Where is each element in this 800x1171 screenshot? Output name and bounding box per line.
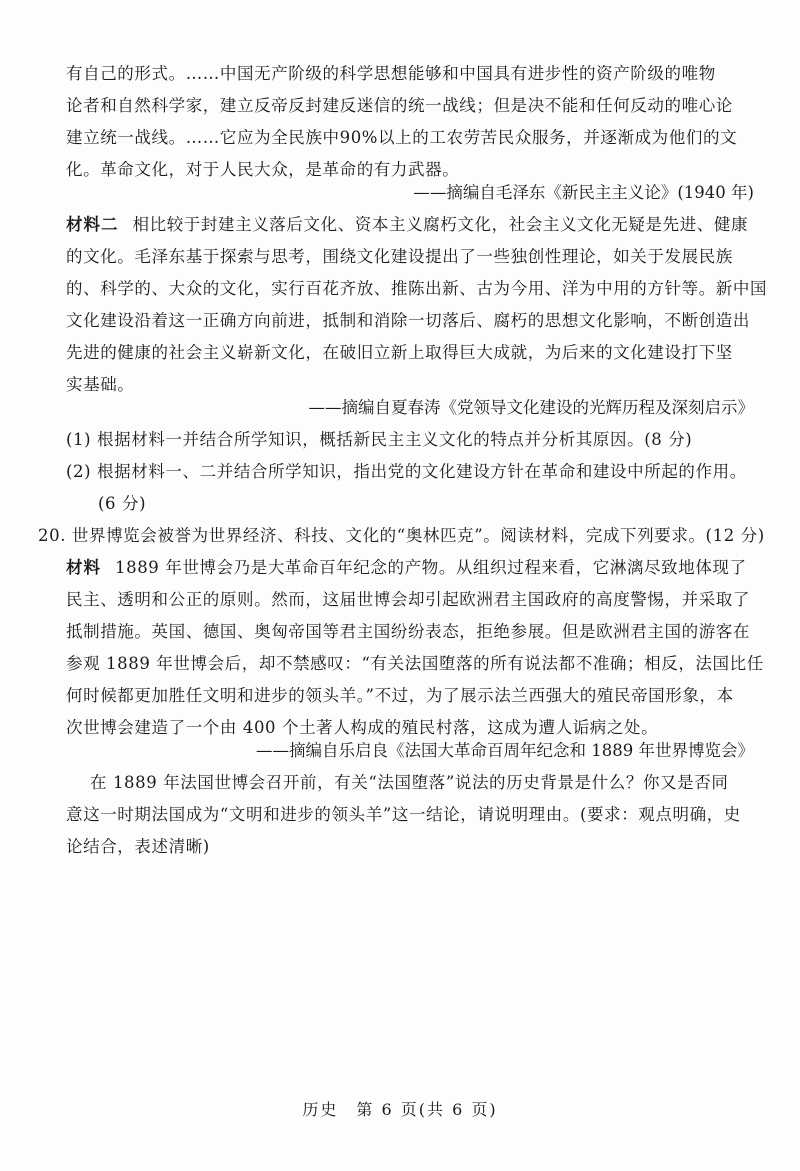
q20-task-line: 论结合，表述清晰) bbox=[66, 837, 210, 856]
q20-material-line: 1889 年世博会乃是大革命百年纪念的产物。从组织过程来看，它淋漓尽致地体现了 bbox=[115, 558, 747, 577]
q20-stem: 20. 世界博览会被誉为世界经济、科技、文化的“奥林匹克”。阅读材料，完成下列要求。(12 分) bbox=[38, 526, 765, 545]
page-footer: 历史 第 6 页(共 6 页) bbox=[302, 1100, 498, 1119]
material2-source: ——摘编自夏春涛《党领导文化建设的光辉历程及深刻启示》 bbox=[308, 398, 754, 417]
material2-line: 先进的健康的社会主义崭新文化，在破旧立新上取得巨大成就，为后来的文化建设打下坚 bbox=[66, 343, 733, 362]
material2-line: 的文化。毛泽东基于探索与思考，围绕文化建设提出了一些独创性理论，如关于发展民族 bbox=[66, 247, 733, 266]
material1-line: 有自己的形式。……中国无产阶级的科学思想能够和中国具有进步性的资产阶级的唯物 bbox=[66, 64, 716, 83]
material2-line: 的、科学的、大众的文化，实行百花齐放、推陈出新、古为今用、洋为中用的方针等。新中国 bbox=[66, 279, 768, 298]
q20-material-line: 参观 1889 年世博会后，却不禁感叹：“有关法国堕落的所有说法都不准确；相反，法国比任 bbox=[66, 654, 764, 673]
material1-source: ——摘编自毛泽东《新民主主义论》(1940 年) bbox=[413, 183, 754, 202]
q20-material-label: 材料 bbox=[66, 558, 101, 577]
q19-part2-points: (6 分) bbox=[98, 494, 147, 513]
q20-material-first-line bbox=[66, 558, 747, 578]
material1-line: 建立统一战线。……它应为全民族中90%以上的工农劳苦民众服务，并逐渐成为他们的文 bbox=[66, 128, 738, 147]
q20-material-line: 民主、透明和公正的原则。然而，这届世博会却引起欧洲君主国政府的高度警惕，并采取了 bbox=[66, 590, 750, 609]
q20-material-line: 何时候都更加胜任文明和进步的领头羊。”不过，为了展示法兰西强大的殖民帝国形象，本 bbox=[66, 686, 734, 705]
q20-task-line: 意这一时期法国成为“文明和进步的领头羊”这一结论，请说明理由。(要求：观点明确，史 bbox=[66, 805, 741, 824]
q19-part2: (2) 根据材料一、二并结合所学知识，指出党的文化建设方针在革命和建设中所起的作用。 bbox=[66, 462, 747, 481]
material2-first-line bbox=[66, 215, 748, 235]
q20-material-source: ——摘编自乐启良《法国大革命百周年纪念和 1889 年世界博览会》 bbox=[256, 741, 754, 760]
q20-material-line: 次世博会建造了一个由 400 个土著人构成的殖民村落，这成为遭人诟病之处。 bbox=[66, 718, 659, 737]
q20-material-line: 抵制措施。英国、德国、奥匈帝国等君主国纷纷表态，拒绝参展。但是欧洲君主国的游客在 bbox=[66, 622, 750, 641]
material2-line: 文化建设沿着这一正确方向前进，抵制和消除一切落后、腐朽的思想文化影响，不断创造出 bbox=[66, 311, 750, 330]
q20-task-line: 在 1889 年法国世博会召开前，有关“法国堕落”说法的历史背景是什么？你又是否同 bbox=[90, 773, 729, 792]
q19-part1: (1) 根据材料一并结合所学知识，概括新民主主义文化的特点并分析其原因。(8 分) bbox=[66, 430, 693, 449]
material2-line: 实基础。 bbox=[66, 375, 135, 394]
material2-line: 相比较于封建主义落后文化、资本主义腐朽文化，社会主义文化无疑是先进、健康 bbox=[132, 215, 749, 234]
material1-line: 化。革命文化，对于人民大众，是革命的有力武器。 bbox=[66, 160, 460, 179]
material2-label: 材料二 bbox=[66, 215, 119, 234]
material1-line: 论者和自然科学家，建立反帝反封建反迷信的统一战线；但是决不能和任何反动的唯心论 bbox=[66, 96, 733, 115]
